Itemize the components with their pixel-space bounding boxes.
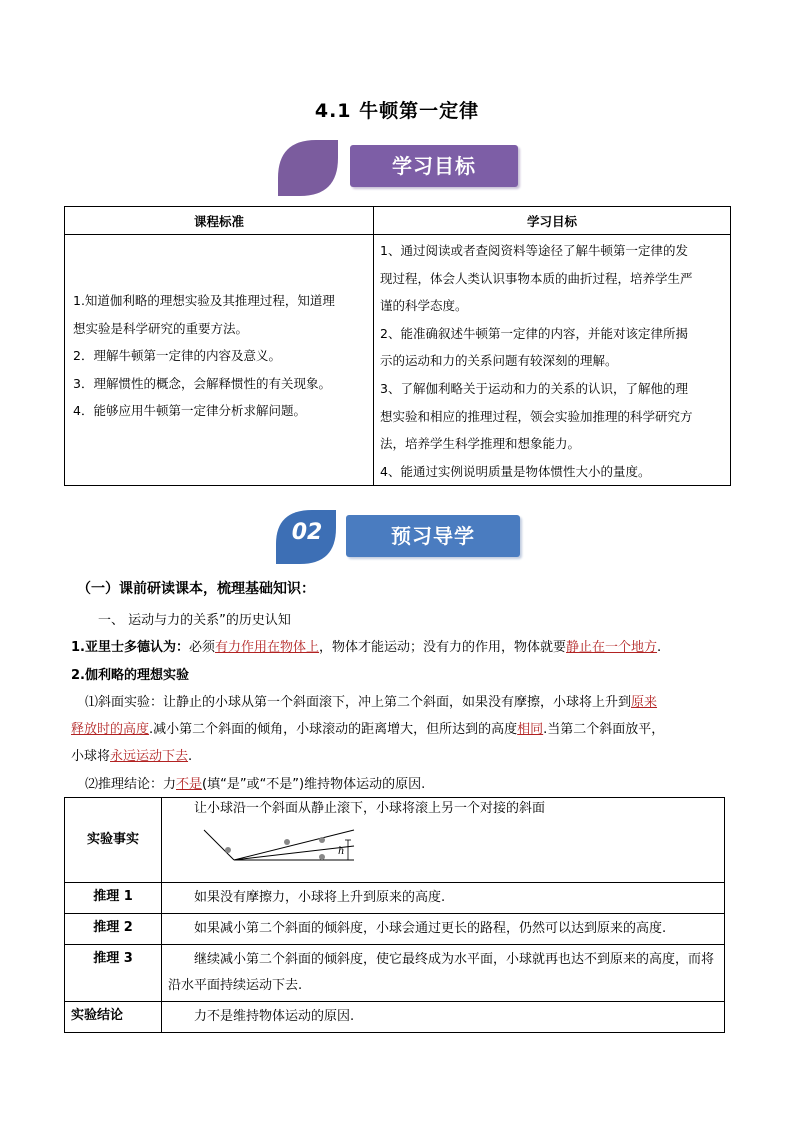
row-text: 如果减小第二个斜面的倾斜度，小球会通过更长的路程，仍然可以达到原来的高度.	[162, 914, 725, 945]
paragraph-conclusion: ⑵推理结论：力不是(填“是”或“不是”)维持物体运动的原因.	[85, 777, 426, 792]
banner-number: 02	[291, 520, 323, 545]
row-text: 力不是维持物体运动的原因.	[162, 1002, 725, 1033]
paragraph-aristotle: 1.亚里士多德认为：必须有力作用在物体上，物体才能运动；没有力的作用，物体就要静止在一个地方.	[71, 640, 662, 655]
curriculum-cell	[65, 235, 374, 486]
row-head: 推理 2	[65, 914, 162, 945]
experiment-fact-cell: 让小球沿一个斜面从静止滚下，小球将滚上另一个对接的斜面 h	[162, 798, 725, 883]
page-title: 4.1 牛顿第一定律	[314, 100, 480, 122]
answer-blank: 释放时的高度	[71, 722, 150, 737]
list-item: 谨的科学态度。	[380, 298, 468, 314]
banner-leaf-shape	[276, 138, 346, 198]
table-header-goals: 学习目标	[374, 207, 731, 235]
section-heading: （一）课前研读课本，梳理基础知识：	[77, 581, 315, 597]
list-item: 想实验是科学研究的重要方法。	[73, 320, 249, 336]
answer-blank: 不是	[176, 777, 203, 792]
subheading: 一、 运动与力的关系”的历史认知	[98, 613, 291, 628]
objectives-table	[64, 206, 731, 486]
paragraph-incline-3: 小球将永远运动下去.	[71, 749, 193, 764]
answer-blank: 有力作用在物体上	[215, 640, 320, 655]
list-item: 示的运动和力的关系问题有较深刻的理解。	[380, 353, 618, 369]
list-item: 现过程，体会人类认识事物本质的曲折过程，培养学生严	[380, 270, 693, 286]
banner-label-box	[350, 145, 518, 187]
row-head: 实验事实	[65, 798, 162, 883]
list-item: 3．理解惯性的概念，会解释惯性的有关现象。	[73, 375, 331, 391]
banner-label: 预习导学	[391, 524, 475, 548]
answer-blank: 相同	[517, 722, 544, 737]
answer-blank: 原来	[631, 695, 658, 710]
galileo-heading: 2.伽利略的理想实验	[71, 668, 189, 683]
list-item: 4、能通过实例说明质量是物体惯性大小的量度。	[380, 463, 651, 479]
experiment-table	[64, 797, 725, 1033]
incline-diagram	[198, 824, 368, 876]
list-item: 1、通过阅读或者查阅资料等途径了解牛顿第一定律的发	[380, 243, 688, 258]
list-item: 2、能准确叙述牛顿第一定律的内容，并能对该定律所揭	[380, 325, 688, 341]
list-item: 法，培养学生科学推理和想象能力。	[380, 436, 581, 452]
row-head: 推理 3	[65, 945, 162, 1002]
learning-goals-banner	[276, 138, 520, 198]
goals-cell	[374, 235, 731, 486]
paragraph-incline-2: 释放时的高度.减小第二个斜面的倾角，小球滚动的距离增大，但所达到的高度相同.当第二个斜面放平，	[71, 722, 665, 737]
row-head: 推理 1	[65, 883, 162, 914]
banner-label-box	[346, 515, 520, 557]
row-text: 继续减小第二个斜面的倾斜度，使它最终成为水平面，小球就再也达不到原来的高度，而将沿水平面持续运动下去.	[162, 945, 725, 1002]
height-label: h	[338, 846, 345, 857]
answer-blank: 静止在一个地方	[566, 640, 658, 655]
row-text: 如果没有摩擦力，小球将上升到原来的高度.	[162, 883, 725, 914]
list-item: 2．理解牛顿第一定律的内容及意义。	[73, 348, 281, 364]
list-item: 4．能够应用牛顿第一定律分析求解问题。	[73, 403, 306, 419]
banner-label: 学习目标	[392, 154, 476, 178]
list-item: 1.知道伽利略的理想实验及其推理过程，知道理	[73, 293, 335, 308]
list-item: 想实验和相应的推理过程，领会实验加推理的科学研究方	[380, 408, 693, 424]
answer-blank: 永远运动下去	[110, 749, 189, 764]
preview-guide-banner	[272, 506, 522, 566]
list-item: 3、了解伽利略关于运动和力的关系的认识，了解他的理	[380, 380, 688, 396]
row-head: 实验结论	[65, 1002, 162, 1033]
table-header-curriculum: 课程标准	[65, 207, 374, 235]
paragraph-incline-1: ⑴斜面实验：让静止的小球从第一个斜面滚下，冲上第二个斜面，如果没有摩擦，小球将上升到原来	[85, 695, 658, 710]
